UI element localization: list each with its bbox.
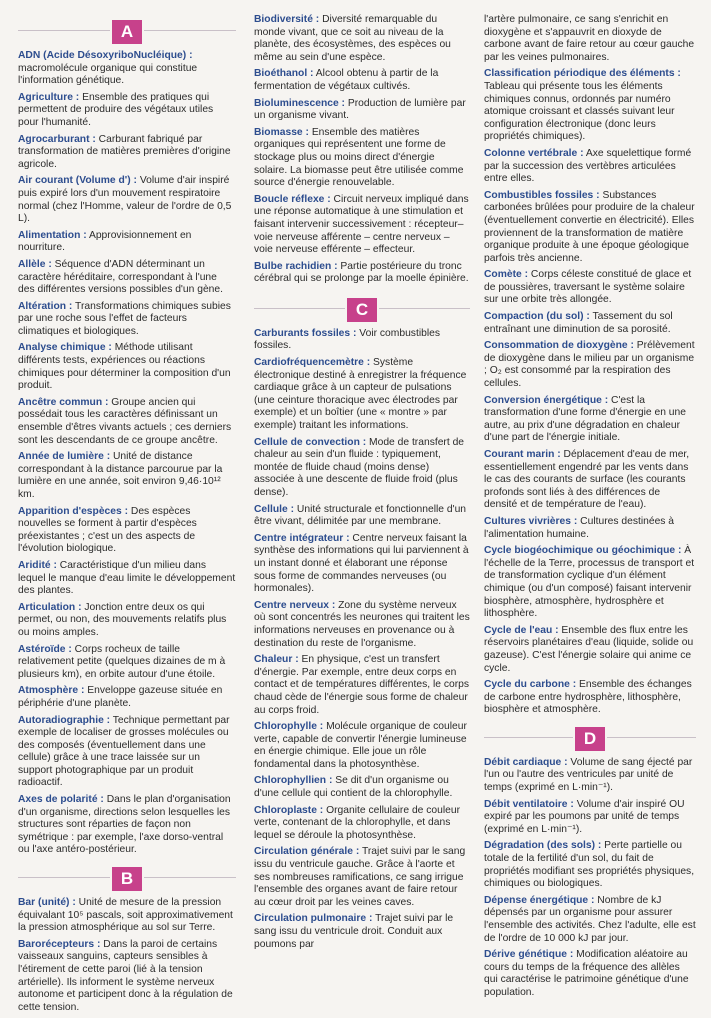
entry-term: Cycle de l'eau : bbox=[484, 624, 559, 636]
entry-definition: Méthode utilisant différents tests, expériences ou réactions chimiques pour déterminer la composition d'un produit. bbox=[18, 342, 231, 392]
entry-definition: À l'échelle de la Terre, processus de transport et de transformation cyclique d'un élément chimique (ou d'un composé) faisant intervenir biosphère, atmosphère, hydrosphère et lithosphère. bbox=[484, 545, 695, 620]
entry-definition: Technique permettant par exemple de localiser de grosses molécules ou des composés (éventuellement dans une cellule) grâce à une trace laissée sur un support photographique par un produit radioactif. bbox=[18, 714, 230, 789]
glossary-entry bbox=[254, 261, 470, 286]
glossary-entry bbox=[484, 395, 696, 445]
entry-definition: Trajet suivi par le sang issu du ventricule droit. Conduit aux poumons par bbox=[254, 913, 454, 950]
entry-definition: macromolécule organique qui constitue l'information génétique. bbox=[18, 62, 198, 87]
entry-term: Biodiversité : bbox=[254, 14, 320, 25]
entry-term: Consommation de dioxygène : bbox=[484, 340, 634, 352]
glossary-entry bbox=[18, 451, 236, 501]
entry-term: Cellule de convection : bbox=[254, 436, 367, 448]
entry-definition: Ensemble des pratiques qui permettent de produire des végétaux utiles pour l'humanité. bbox=[18, 91, 214, 128]
entry-term: Colonne vertébrale : bbox=[484, 147, 584, 159]
entry-definition: C'est la transformation d'une forme d'énergie en une autre, au prix d'une dégradation en chaleur d'une part de l'énergie initiale. bbox=[484, 394, 686, 444]
entry-term: Barorécepteurs : bbox=[18, 938, 101, 950]
section-b-entries bbox=[18, 897, 236, 1014]
entry-term: Cellule : bbox=[254, 503, 295, 515]
entry-term: Cycle biogéochimique ou géochimique : bbox=[484, 545, 682, 557]
entry-definition: Carburant fabriqué par transformation de matières premières d'origine agricole. bbox=[18, 133, 231, 170]
glossary-entry bbox=[254, 14, 470, 64]
entry-term: Apparition d'espèces : bbox=[18, 505, 129, 517]
glossary-entry bbox=[254, 654, 470, 717]
entry-definition: Voir combustibles fossiles. bbox=[254, 327, 440, 352]
entry-term: Classification périodique des éléments : bbox=[484, 68, 681, 80]
entry-definition: Approvisionnement en nourriture. bbox=[18, 229, 192, 254]
glossary-entry bbox=[254, 127, 470, 190]
entry-definition: Ensemble des flux entre les réservoirs planétaires d'eau (liquide, solide ou gazeuse). C'est l'énergie solaire qui anime ce cycle. bbox=[484, 624, 694, 674]
entry-term: Chlorophyllien : bbox=[254, 775, 333, 787]
glossary-entry bbox=[254, 68, 470, 93]
entry-definition: Corps céleste constitué de glace et de poussières, traversant le système solaire sur une orbite très allongée. bbox=[484, 269, 692, 306]
entry-definition: Zone du système nerveux où sont concentrés les neurones qui traitent les informations nerveuses en provenance ou à destination du reste de l'organisme. bbox=[254, 599, 470, 649]
glossary-entry bbox=[254, 846, 470, 909]
entry-definition: Trajet suivi par le sang issu du ventricule gauche. Grâce à l'aorte et ses nombreuses ramifications, ce sang irrigue l'ensemble des organes avant de faire retour au cœur droit par les veines caves. bbox=[254, 846, 466, 908]
entry-definition: Diversité remarquable du monde vivant, que ce soit au niveau de la planète, des écosystèmes, des espèces ou même au sein d'une espèce. bbox=[254, 14, 451, 63]
entry-term: Carburants fossiles : bbox=[254, 327, 357, 339]
glossary-entry bbox=[484, 799, 696, 837]
entry-definition: Caractéristique d'un milieu dans lequel le manque d'eau limite le développement des plantes. bbox=[18, 559, 236, 597]
entry-definition: En physique, c'est un transfert d'énergie. Par exemple, entre deux corps en contact et de températures différentes, le corps chaud cède de l'énergie sous forme de chaleur au corps froid. bbox=[254, 654, 470, 716]
entry-definition: Tableau qui présente tous les éléments chimiques connus, ordonnés par numéro atomique croissant et classés suivant leur configuration électronique (donc leurs propriétés chimiques). bbox=[484, 80, 675, 143]
glossary-entry bbox=[254, 805, 470, 843]
entry-definition: Axe squelettique formé par la succession des vertèbres articulées entre elles. bbox=[484, 147, 692, 185]
column-2 bbox=[254, 14, 470, 955]
entry-term: Articulation : bbox=[18, 601, 82, 613]
entry-term: Agriculture : bbox=[18, 91, 80, 103]
entry-definition: Volume d'air inspiré puis expiré lors d'un mouvement respiratoire normal (chez l'Homme, valeur de l'ordre de 0,5 L). bbox=[18, 175, 232, 225]
entry-term: Cardiofréquencemètre : bbox=[254, 357, 371, 369]
glossary-entry bbox=[484, 340, 696, 390]
entry-term: Compaction (du sol) : bbox=[484, 311, 590, 323]
entry-term: Air courant (Volume d') : bbox=[18, 175, 137, 187]
section-c-header bbox=[254, 296, 470, 322]
glossary-entry bbox=[484, 311, 696, 336]
entry-definition: Enveloppe gazeuse située en périphérie d'une planète. bbox=[18, 685, 223, 709]
column-1 bbox=[18, 14, 236, 1018]
glossary-entry bbox=[18, 134, 236, 172]
glossary-entry bbox=[484, 190, 696, 266]
entry-term: Chloroplaste : bbox=[254, 804, 324, 816]
entry-definition: Mode de transfert de chaleur au sein d'un fluide : typiquement, montée de fluide chaud (moins dense) associée à une descente de fluide froid (plus dense). bbox=[254, 436, 465, 498]
entry-definition: Partie postérieure du tronc cérébral qui se prolonge par la moelle épinière. bbox=[254, 260, 469, 285]
entry-term: Combustibles fossiles : bbox=[484, 189, 600, 201]
glossary-entry bbox=[254, 913, 470, 951]
entry-definition: Séquence d'ADN déterminant un caractère héréditaire, correspondant à l'une des différentes versions possibles d'un gène. bbox=[18, 258, 223, 296]
entry-definition: Alcool obtenu à partir de la fermentation de végétaux cultivés. bbox=[254, 68, 439, 92]
entry-term: Circulation générale : bbox=[254, 846, 360, 858]
section-d-entries bbox=[484, 757, 696, 1000]
glossary-entry bbox=[254, 721, 470, 771]
section-c-entries bbox=[254, 328, 470, 951]
glossary-entry bbox=[18, 342, 236, 392]
section-letter-b: B bbox=[110, 865, 144, 893]
entry-term: Courant marin : bbox=[484, 449, 561, 460]
entry-term: Bioluminescence : bbox=[254, 97, 345, 109]
section-a-header bbox=[18, 18, 236, 44]
glossary-entry bbox=[484, 949, 696, 999]
glossary-entry bbox=[484, 840, 696, 890]
entry-definition: Des espèces nouvelles se forment à partir d'espèces préexistantes ; c'est un des aspects de l'évolution biologique. bbox=[18, 505, 197, 555]
entry-definition: Organite cellulaire de couleur verte, contenant de la chlorophylle, et dans lequel se déroule la photosynthèse. bbox=[254, 804, 461, 841]
entry-definition: Unité de mesure de la pression équivalant 10⁵ pascals, soit approximativement la pression atmosphérique au sol sur Terre. bbox=[18, 897, 233, 934]
entry-term: Année de lumière : bbox=[18, 451, 111, 463]
entry-definition: Se dit d'un organisme ou d'une cellule qui contient de la chlorophylle. bbox=[254, 775, 453, 800]
glossary-entry bbox=[484, 516, 696, 541]
entry-definition: Transformations chimiques subies par une roche sous l'effet de facteurs climatiques et biologiques. bbox=[18, 300, 231, 337]
entry-term: Boucle réflexe : bbox=[254, 193, 331, 205]
glossary-entry bbox=[18, 715, 236, 791]
entry-term: Centre intégrateur : bbox=[254, 532, 350, 544]
entry-term: Chlorophylle : bbox=[254, 721, 324, 733]
entry-definition: Dans le plan d'organisation d'un organisme, directions selon lesquelles les structures sont réparties de façon non symétrique : par exemple, l'axe dorso-ventral ou l'axe antéro-postérieur. bbox=[18, 794, 231, 856]
glossary-entry bbox=[484, 625, 696, 675]
entry-definition: Perte partielle ou totale de la fertilité d'un sol, du fait de propriétés modifiant ses propriétés physiques, chimiques ou biologiques. bbox=[484, 840, 695, 890]
entry-term: Allèle : bbox=[18, 258, 52, 270]
section-c-entries-cont bbox=[484, 68, 696, 717]
glossary-entry bbox=[18, 560, 236, 598]
entry-term: ADN (Acide DésoxyriboNucléique) : bbox=[18, 50, 193, 61]
entry-definition: Production de lumière par un organisme vivant. bbox=[254, 97, 466, 122]
section-b-entries-cont bbox=[254, 14, 470, 286]
glossary-entry bbox=[484, 269, 696, 307]
entry-definition: Système électronique destiné à enregistrer la fréquence cardiaque grâce à un capteur de pulsations (une ceinture thoracique avec électrodes par exemple) et un boîtier (une « montre » par exemple) traitant les informations. bbox=[254, 357, 467, 432]
entry-definition: Cultures destinées à l'alimentation humaine. bbox=[484, 515, 675, 540]
entry-definition: Centre nerveux faisant la synthèse des informations qui lui parviennent à un instant donné et élaborant une réponse sous forme de commandes nerveuses (ou hormonales). bbox=[254, 532, 469, 595]
entry-term: Bulbe rachidien : bbox=[254, 260, 338, 272]
section-letter-a: A bbox=[110, 18, 144, 46]
column-3 bbox=[484, 14, 696, 1004]
entry-definition: Corps rocheux de taille relativement petite (quelques dizaines de m à plusieurs km), en orbite autour d'une étoile. bbox=[18, 643, 226, 680]
section-a-entries bbox=[18, 50, 236, 857]
glossary-entry bbox=[18, 175, 236, 225]
entry-definition: Unité de distance correspondant à la distance parcourue par la lumière en une année, soit environ 9,46·10¹² km. bbox=[18, 451, 223, 500]
entry-term: Débit cardiaque : bbox=[484, 756, 568, 768]
entry-term: Astéroïde : bbox=[18, 643, 72, 655]
entry-term: Autoradiographie : bbox=[18, 714, 111, 726]
entry-term: Analyse chimique : bbox=[18, 342, 112, 354]
glossary-entry bbox=[18, 506, 236, 556]
entry-term: Dérive génétique : bbox=[484, 949, 574, 961]
entry-term: Cycle du carbone : bbox=[484, 679, 577, 691]
entry-definition: Molécule organique de couleur verte, capable de convertir l'énergie lumineuse en énergie chimique. Elle joue un rôle fondamental dans la photosynthèse. bbox=[254, 721, 467, 770]
entry-definition: Volume de sang éjecté par l'un ou l'autre des ventricules par unité de temps (exprimé en L·min⁻¹). bbox=[484, 756, 693, 794]
entry-definition: Ensemble des matières organiques qui représentent une forme de stockage plus ou moins direct d'énergie solaire. La biomasse peut être utilisée comme source d'énergie renouvelable. bbox=[254, 126, 464, 189]
entry-definition: Ensemble des échanges de carbone entre hydrosphère, lithosphère, biosphère et atmosphère. bbox=[484, 679, 692, 716]
glossary-entry bbox=[254, 357, 470, 433]
glossary-entry bbox=[254, 533, 470, 596]
section-d-header bbox=[484, 725, 696, 751]
entry-term: Cultures vivrières : bbox=[484, 515, 578, 527]
glossary-entry bbox=[254, 328, 470, 353]
entry-term: Conversion énergétique : bbox=[484, 394, 609, 406]
entry-term: Circulation pulmonaire : bbox=[254, 913, 373, 925]
glossary-entry bbox=[484, 68, 696, 144]
entry-definition: Jonction entre deux os qui permet, ou non, des mouvements relatifs plus ou moins amples. bbox=[18, 601, 227, 638]
glossary-entry bbox=[18, 794, 236, 857]
glossary-entry bbox=[484, 545, 696, 621]
entry-definition: Modification aléatoire au cours du temps de la fréquence des allèles qui caractérise le patrimoine génétique d'une population. bbox=[484, 949, 689, 998]
entry-term: Axes de polarité : bbox=[18, 794, 104, 806]
glossary-entry bbox=[254, 775, 470, 800]
section-b-header bbox=[18, 865, 236, 891]
glossary-entry bbox=[254, 600, 470, 650]
entry-term: Ancêtre commun : bbox=[18, 396, 109, 408]
glossary-entry bbox=[254, 194, 470, 257]
entry-definition: Nombre de kJ dépensés par un organisme pour assurer l'ensemble des activités. Chez l'adulte, elle est de l'ordre de 10 000 kJ par jour. bbox=[484, 894, 696, 944]
entry-definition: Dans la paroi de certains vaisseaux sanguins, capteurs sensibles à l'étirement de cette paroi (lié à la tension artérielle). Ils informent le système nerveux autonome et participent donc à la régulation de cette tension. bbox=[18, 938, 233, 1013]
glossary-entry bbox=[484, 449, 696, 512]
entry-definition: Substances carbonées brûlées pour produire de la chaleur (éventuellement convertie en électricité). Elles proviennent de la transformation de matière organique produite à une époque géologique parfois très ancienne. bbox=[484, 189, 695, 264]
glossary-entry bbox=[18, 259, 236, 297]
entry-term: Centre nerveux : bbox=[254, 599, 336, 611]
entry-term: Comète : bbox=[484, 269, 529, 281]
glossary-entry bbox=[18, 50, 236, 88]
section-letter-c: C bbox=[345, 296, 379, 324]
glossary-entry bbox=[254, 437, 470, 500]
glossary-entry bbox=[18, 602, 236, 640]
entry-term: Bioéthanol : bbox=[254, 68, 314, 80]
entry-definition: Tassement du sol entraînant une diminution de sa porosité. bbox=[484, 311, 673, 335]
entry-term: Biomasse : bbox=[254, 126, 309, 138]
glossary-entry bbox=[484, 895, 696, 945]
entry-term: Altération : bbox=[18, 300, 73, 312]
glossary-entry bbox=[18, 230, 236, 255]
glossary-entry bbox=[18, 644, 236, 682]
glossary-entry bbox=[254, 98, 470, 123]
entry-definition: Groupe ancien qui possédait tous les caractères définissant un ensemble d'êtres vivants actuels ; ces derniers sont les descendants de ce groupe ancêtre. bbox=[18, 396, 232, 446]
glossary-entry bbox=[18, 685, 236, 710]
entry-term: Alimentation : bbox=[18, 229, 87, 241]
entry-term: Bar (unité) : bbox=[18, 897, 76, 909]
entry-term: Dépense énergétique : bbox=[484, 894, 595, 906]
glossary-entry bbox=[484, 757, 696, 795]
entry-term: Atmosphère : bbox=[18, 685, 85, 697]
glossary-entry bbox=[18, 92, 236, 130]
entry-term: Agrocarburant : bbox=[18, 133, 96, 145]
glossary-entry bbox=[18, 897, 236, 935]
entry-definition: Unité structurale et fonctionnelle d'un être vivant, délimitée par une membrane. bbox=[254, 503, 467, 528]
entry-definition: Circuit nerveux impliqué dans une réponse automatique à une stimulation et faisant intervenir successivement : récepteur–voie nerveuse afférente – centre nerveux – voie nerveuse efférente – effecteur. bbox=[254, 193, 469, 256]
glossary-entry bbox=[18, 397, 236, 447]
entry-definition: Prélèvement de dioxygène dans le milieu par un organisme ; O₂ est consommé par la respiration des cellules. bbox=[484, 340, 695, 390]
entry-term: Débit ventilatoire : bbox=[484, 798, 574, 810]
entry-term: Dégradation (des sols) : bbox=[484, 840, 602, 852]
entry-term: Aridité : bbox=[18, 559, 57, 571]
glossary-entry bbox=[484, 679, 696, 717]
glossary-entry bbox=[18, 939, 236, 1015]
glossary-entry bbox=[254, 504, 470, 529]
entry-continuation: l'artère pulmonaire, ce sang s'enrichit en dioxygène et s'appauvrit en dioxyde de carbone avant de faire retour au cœur gauche par les veines pulmonaires. bbox=[484, 14, 695, 63]
glossary-entry bbox=[484, 148, 696, 186]
section-letter-d: D bbox=[573, 725, 607, 753]
entry-term: Chaleur : bbox=[254, 654, 299, 666]
entry-definition: Volume d'air inspiré OU expiré par les poumons par unité de temps (exprimé en L·min⁻¹). bbox=[484, 798, 685, 835]
entry-definition: Déplacement d'eau de mer, essentiellement engendré par les vents dans le cas des courants de surface (les courants profonds sont liés à des différences de densité et de température de l'eau). bbox=[484, 449, 690, 511]
glossary-entry bbox=[18, 301, 236, 339]
